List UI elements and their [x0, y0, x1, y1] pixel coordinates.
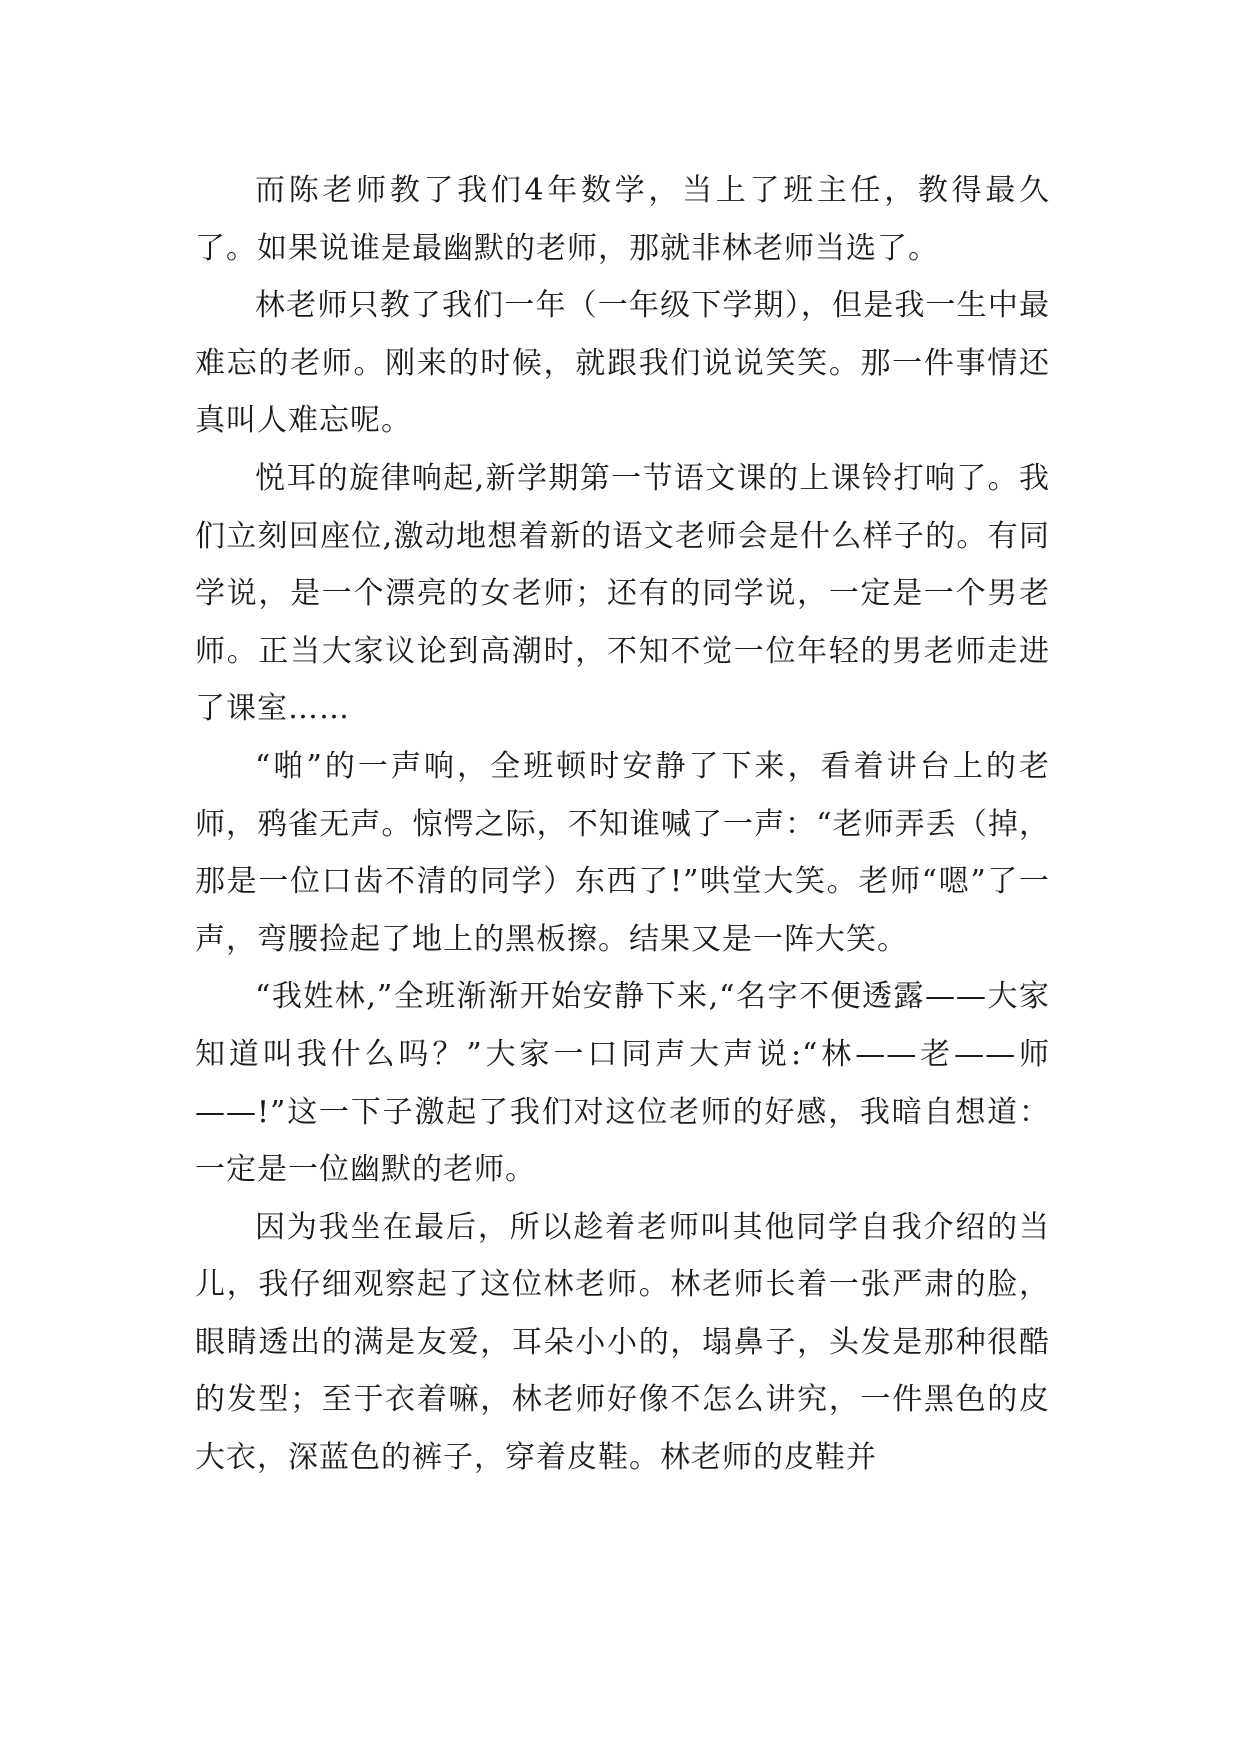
- paragraph: “啪”的一声响，全班顿时安静了下来，看着讲台上的老师，鸦雀无声。惊愕之际，不知谁喊了一声：“老师弄丢（掉，那是一位口齿不清的同学）东西了!”哄堂大笑。老师“嗯”了一声，弯腰捡起了地上的黑板擦。结果又是一阵大笑。: [195, 748, 1050, 957]
- paragraph: 林老师只教了我们一年（一年级下学期），但是我一生中最难忘的老师。刚来的时候，就跟我们说说笑笑。那一件事情还真叫人难忘呢。: [195, 288, 1050, 439]
- paragraph: 悦耳的旋律响起,新学期第一节语文课的上课铃打响了。我们立刻回座位,激动地想着新的语文老师会是什么样子的。有同学说，是一个漂亮的女老师；还有的同学说，一定是一个男老师。正当大家议论到高潮时，不知不觉一位年轻的男老师走进了课室……: [195, 460, 1050, 727]
- document-body: [195, 162, 1050, 1487]
- paragraph: 因为我坐在最后，所以趁着老师叫其他同学自我介绍的当儿，我仔细观察起了这位林老师。林老师长着一张严肃的脸，眼睛透出的满是友爱，耳朵小小的，塌鼻子，头发是那种很酷的发型；至于衣着嘛，林老师好像不怎么讲究，一件黑色的皮大衣，深蓝色的裤子，穿着皮鞋。林老师的皮鞋并: [195, 1209, 1050, 1476]
- paragraph: 而陈老师教了我们4年数学，当上了班主任，教得最久了。如果说谁是最幽默的老师，那就非林老师当选了。: [195, 173, 1050, 266]
- paragraph: “我姓林,”全班渐渐开始安静下来,“名字不便透露——大家知道叫我什么吗？”大家一口同声大声说:“林——老——师——!”这一下子激起了我们对这位老师的好感，我暗自想道：一定是一位幽默的老师。: [195, 979, 1050, 1188]
